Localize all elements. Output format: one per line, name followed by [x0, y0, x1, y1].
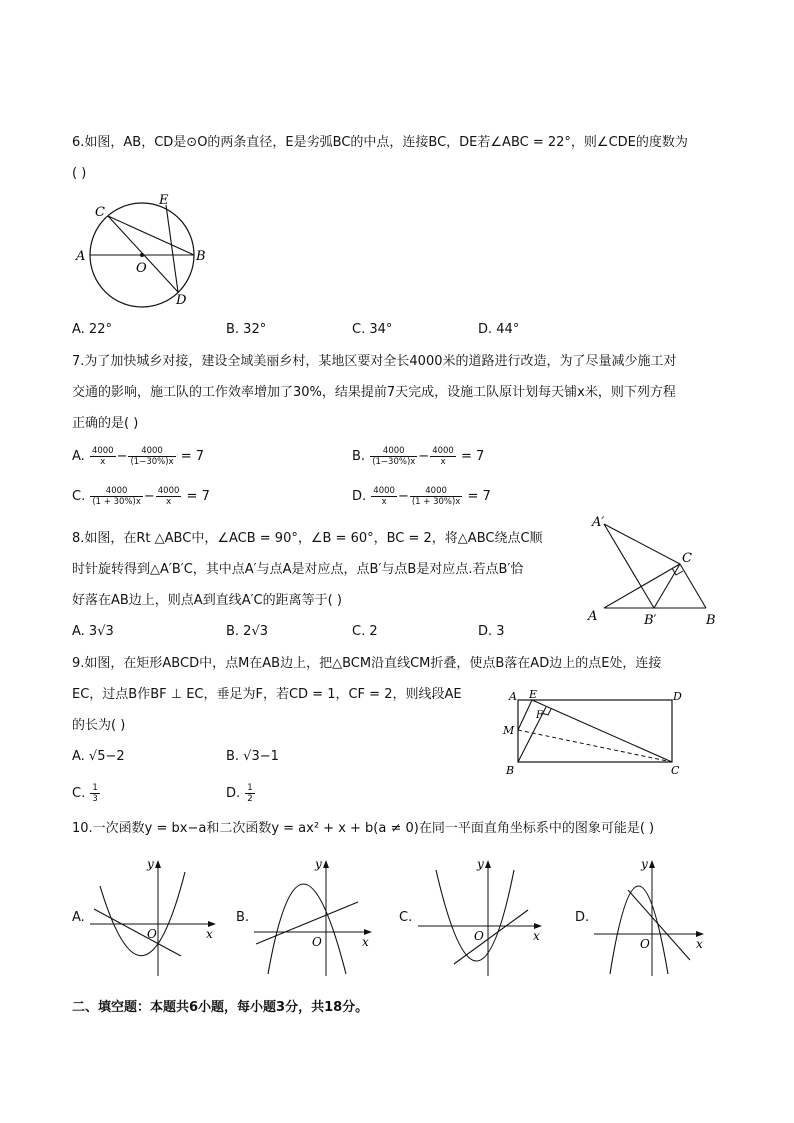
- q9-option-d[interactable]: [226, 783, 256, 804]
- q6-stem-line1: 6.如图，AB，CD是⊙O的两条直径，E是劣弧BC的中点，连接BC，DE若∠ABC = 22°，则∠CDE的度数为: [72, 135, 688, 150]
- q7-a-frac2: $\frac{4000}{(1-30\%)x}$: [130, 446, 174, 467]
- q9-option-c[interactable]: [72, 783, 101, 804]
- q9-c-frac: $\frac{1}{3}$: [92, 783, 98, 804]
- q8-seg-ac: [604, 564, 680, 608]
- q9-seg-ec: [532, 700, 672, 762]
- q8-seg-b1c: [654, 564, 680, 608]
- q8-rotation-figure: [584, 510, 724, 630]
- q7-option-b[interactable]: B. $\frac{4000}{(1-30\%)x}$ − $\frac{4000}{x}$ = 7: [352, 446, 485, 467]
- q10-b-label-o: O: [312, 935, 322, 949]
- q6-center-dot: [140, 253, 144, 257]
- q10-d-line: [628, 890, 690, 960]
- q8-option-d[interactable]: D. 3: [478, 624, 505, 639]
- q10-stem: 10.一次函数y = bx−a和二次函数y = ax² + x + b(a ≠ 0)在同一平面直角坐标系中的图象可能是( ): [72, 821, 655, 836]
- q10-option-d-label[interactable]: D.: [575, 910, 590, 925]
- q9-seg-me: [518, 700, 532, 730]
- q7-stem-line1: 7.为了加快城乡对接，建设全域美丽乡村，某地区要对全长4000米的道路进行改造，为了尽量减少施工对: [72, 354, 677, 369]
- q6-label-c: C: [95, 205, 105, 220]
- q10-d-parabola: [610, 886, 668, 974]
- q8-option-a[interactable]: A. 3√3: [72, 624, 114, 639]
- q10-b-line: [256, 902, 358, 944]
- q9-label-f: F: [536, 710, 543, 721]
- q10-b-label-x: x: [362, 935, 369, 949]
- q10-d-label-y: y: [641, 857, 648, 871]
- q7-stem-line2: 交通的影响，施工队的工作效率增加了30%，结果提前7天完成，设施工队原计划每天铺x米，则下列方程: [72, 385, 676, 400]
- q7-option-b-label: B.: [352, 449, 366, 464]
- q10-a-parabola: [100, 872, 185, 956]
- q7-stem-line3: 正确的是( ): [72, 416, 139, 431]
- q6-label-b: B: [196, 249, 206, 264]
- q8-seg-cb: [680, 564, 706, 608]
- q6-option-d[interactable]: D. 44°: [478, 322, 520, 337]
- q9-d-frac: $\frac{1}{2}$: [247, 783, 253, 804]
- q9-label-e: E: [529, 688, 538, 701]
- q9-label-a: A: [509, 690, 517, 703]
- q8-label-b: B: [706, 613, 716, 628]
- q6-label-o: O: [136, 261, 147, 276]
- q7-c-rhs: = 7: [186, 489, 210, 504]
- q10-a-line: [94, 909, 181, 956]
- q7-d-frac1: $\frac{4000}{x}$: [373, 486, 395, 507]
- q10-a-label-x: x: [206, 927, 213, 941]
- q10-option-b-label[interactable]: B.: [236, 910, 250, 925]
- q7-option-c-label: C.: [72, 489, 86, 504]
- q7-option-d[interactable]: D. $\frac{4000}{x}$ − $\frac{4000}{(1 + 30\%)x}$ = 7: [352, 486, 491, 507]
- q9-stem-line1: 9.如图，在矩形ABCD中，点M在AB边上，把△BCM沿直线CM折叠，使点B落在AD边上的点E处，连接: [72, 656, 662, 671]
- q9-stem-line2: EC，过点B作BF ⊥ EC，垂足为F，若CD = 1，CF = 2，则线段AE: [72, 687, 462, 702]
- q9-option-c-label: C.: [72, 786, 86, 801]
- q7-d-rhs: = 7: [467, 489, 491, 504]
- q7-option-d-label: D.: [352, 489, 367, 504]
- q9-label-m: M: [503, 724, 515, 737]
- q9-rectangle-figure: [498, 688, 688, 776]
- q10-a-label-o: O: [147, 927, 157, 941]
- q6-stem-line2: ( ): [72, 166, 87, 181]
- q10-option-c-label[interactable]: C.: [399, 910, 413, 925]
- q6-label-a: A: [76, 249, 86, 264]
- q7-option-a-label: A.: [72, 449, 85, 464]
- q7-b-frac1: $\frac{4000}{(1-30\%)x}$: [372, 446, 416, 467]
- q7-b-rhs: = 7: [460, 449, 485, 464]
- q9-stem-line3: 的长为( ): [72, 718, 126, 733]
- q10-b-parabola: [268, 884, 346, 974]
- q8-option-c[interactable]: C. 2: [352, 624, 378, 639]
- q9-option-b[interactable]: B. √3−1: [226, 749, 279, 764]
- q8-label-a1: A′: [592, 515, 605, 530]
- q6-chord-de: [166, 205, 178, 292]
- q9-option-a[interactable]: A. √5−2: [72, 749, 125, 764]
- q7-c-frac1: $\frac{4000}{(1 + 30\%)x}$: [92, 486, 141, 507]
- q9-option-d-label: D.: [226, 786, 241, 801]
- q10-c-label-y: y: [477, 857, 484, 871]
- q6-label-d: D: [176, 293, 187, 308]
- q10-c-label-o: O: [474, 929, 484, 943]
- q7-option-a[interactable]: A. $\frac{4000}{x}$ − $\frac{4000}{(1-30\%)x}$ = 7: [72, 446, 205, 467]
- q8-label-c: C: [682, 551, 692, 566]
- q10-c-parabola: [436, 870, 514, 961]
- q8-option-b[interactable]: B. 2√3: [226, 624, 269, 639]
- q7-a-rhs: = 7: [180, 449, 205, 464]
- q6-circle-figure: [72, 192, 212, 312]
- q10-b-label-y: y: [315, 857, 322, 871]
- q8-label-b1: B′: [644, 613, 657, 628]
- q7-a-frac1: $\frac{4000}{x}$: [91, 446, 114, 467]
- q7-d-frac2: $\frac{4000}{(1 + 30\%)x}$: [411, 486, 461, 507]
- q10-graph-c[interactable]: [414, 852, 550, 978]
- q6-option-a[interactable]: A. 22°: [72, 322, 112, 337]
- q6-option-c[interactable]: C. 34°: [352, 322, 393, 337]
- q10-c-line: [454, 910, 528, 964]
- q10-option-a-label[interactable]: A.: [72, 910, 85, 925]
- q7-b-frac2: $\frac{4000}{x}$: [432, 446, 454, 467]
- q8-label-a: A: [588, 609, 598, 624]
- q9-label-d: D: [673, 690, 682, 703]
- q10-graph-a[interactable]: [86, 852, 222, 978]
- q10-d-label-x: x: [696, 937, 703, 951]
- q7-c-frac2: $\frac{4000}{x}$: [157, 486, 180, 507]
- q10-a-label-y: y: [147, 857, 154, 871]
- q10-d-label-o: O: [640, 937, 650, 951]
- q10-graph-d[interactable]: [590, 852, 714, 978]
- q8-stem-line1: 8.如图，在Rt △ABC中，∠ACB = 90°，∠B = 60°，BC = 2，将△ABC绕点C顺: [72, 531, 543, 546]
- q6-option-b[interactable]: B. 32°: [226, 322, 267, 337]
- q8-stem-line2: 时针旋转得到△A′B′C，其中点A′与点A是对应点，点B′与点B是对应点.若点B′恰: [72, 562, 524, 577]
- q6-label-e: E: [159, 193, 169, 208]
- q10-graph-b[interactable]: [250, 852, 382, 978]
- q8-stem-line3: 好落在AB边上，则点A到直线A′C的距离等于( ): [72, 593, 342, 608]
- q7-option-c[interactable]: C. $\frac{4000}{(1 + 30\%)x}$ − $\frac{4000}{x}$ = 7: [72, 486, 210, 507]
- q9-label-b: B: [506, 764, 515, 776]
- q6-chord-cb: [108, 216, 194, 255]
- q10-c-label-x: x: [533, 929, 540, 943]
- q9-seg-mc-dashed: [518, 730, 672, 762]
- section-2-heading: 二、填空题：本题共6小题，每小题3分，共18分。: [72, 1000, 369, 1015]
- q9-label-c: C: [671, 764, 680, 776]
